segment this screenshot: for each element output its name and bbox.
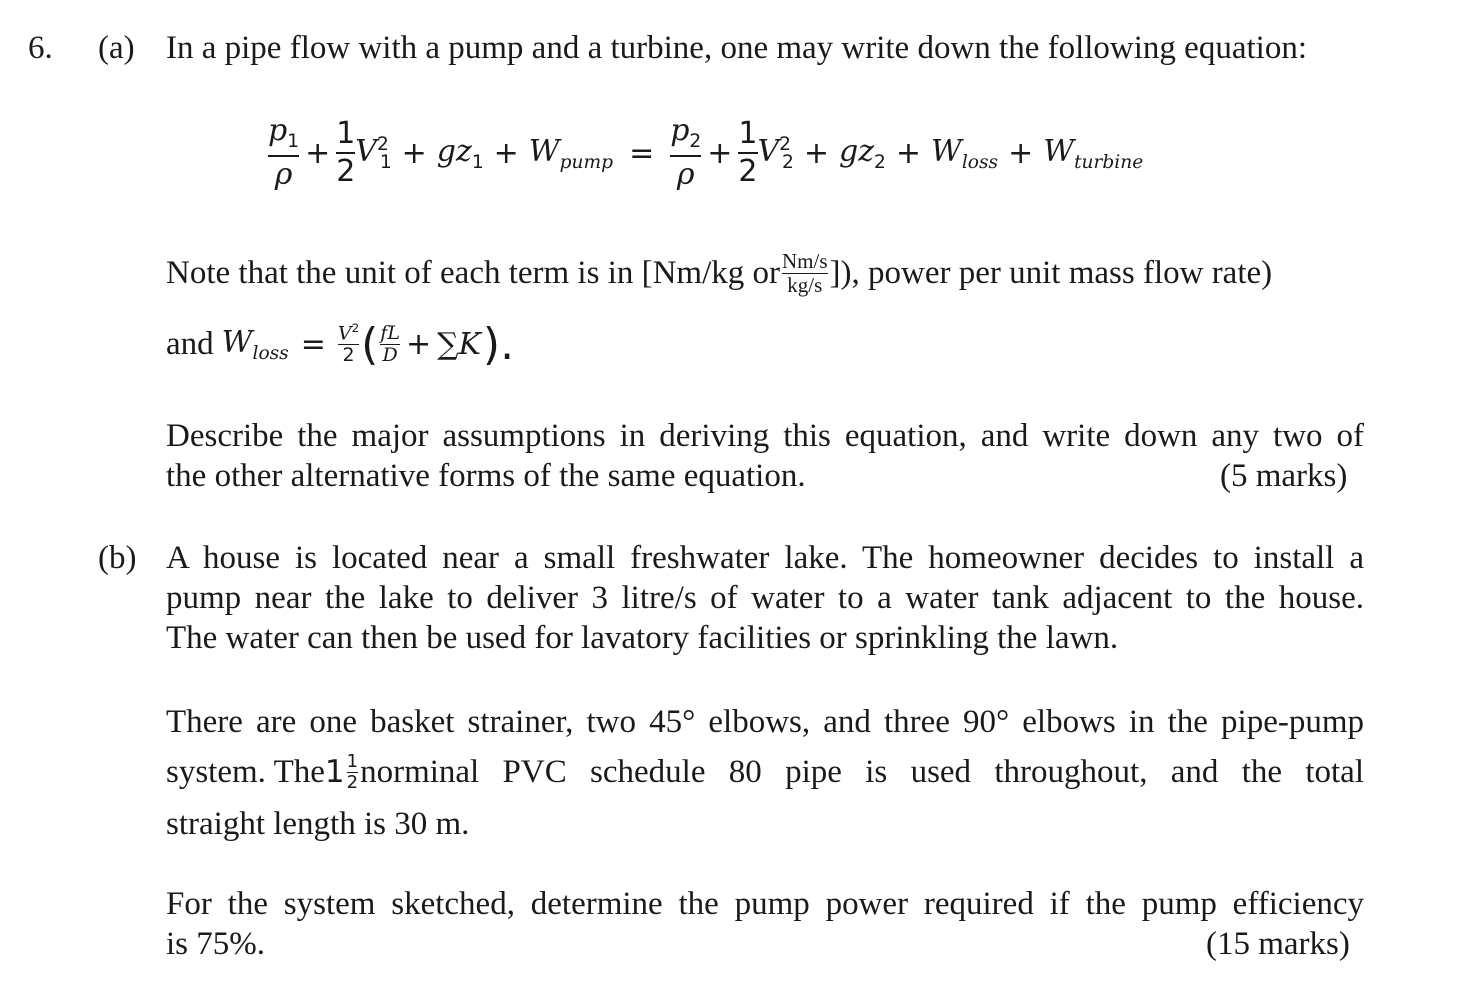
- part-b-para1-line1: A house is located near a small freshwater lake. The homeowner decides to install a: [166, 540, 1364, 576]
- energy-equation: $\frac{p_1}{\rho}$ + $\frac{1}{2}$ $V^2_1$ + $gz_1$ + $W_{pump}$ = $\frac{p_2}{\rho}$ + $\frac{1}{2}$ $V^2_2$ + $gz_2$ + $W_{loss}$ + $W_{turbine}$: [268, 113, 1144, 192]
- part-b-para1-line3: The water can then be used for lavatory facilities or sprinkling the lawn.: [166, 620, 1119, 656]
- part-b-para2-line2: system. The 1 $\frac{1}{2}$ norminal PVC schedule 80 pipe is used throughout, and the total: [166, 750, 1364, 793]
- fl-over-d: $\frac{fL}{D}$: [380, 321, 400, 366]
- v-squared-over-two: $\frac{V^2}{2}$: [337, 320, 360, 367]
- part-b-para3-line1: For the system sketched, determine the pump power required if the pump efficiency: [166, 886, 1364, 922]
- part-b-label: (b): [98, 540, 137, 576]
- part-b-para1-line2: pump near the lake to deliver 3 litre/s of water to a water tank adjacent to the house.: [166, 580, 1364, 616]
- part-a-marks: (5 marks): [1220, 458, 1348, 494]
- p1-over-rho: $\frac{p_1}{\rho}$: [268, 113, 300, 192]
- p2-over-rho: $\frac{p_2}{\rho}$: [670, 113, 702, 192]
- unit-fraction: $\frac{Nm/s}{kg/s}$: [782, 248, 828, 297]
- part-b-para2-line1: There are one basket strainer, two 45° elbows, and three 90° elbows in the pipe-pump: [166, 704, 1364, 740]
- part-a-label: (a): [98, 30, 135, 66]
- part-a-intro: In a pipe flow with a pump and a turbine, one may write down the following equation:: [166, 30, 1307, 66]
- loss-equation: and $W_{loss}$ = $\frac{V^2}{2}$ ( $\frac{fL}{D}$ + ∑K ).: [166, 318, 515, 370]
- part-a-task-line1: Describe the major assumptions in deriving this equation, and write down any two of: [166, 418, 1364, 454]
- half-fraction-1: $\frac{1}{2}$: [336, 116, 356, 189]
- part-a-task-line2: the other alternative forms of the same equation.: [166, 458, 806, 494]
- part-b-para3-line2: is 75%.: [166, 926, 265, 962]
- half-fraction-2: $\frac{1}{2}$: [738, 116, 758, 189]
- part-b-marks: (15 marks): [1206, 926, 1350, 962]
- half-fraction-pipe: $\frac{1}{2}$: [346, 750, 359, 793]
- part-b-para2-line3: straight length is 30 m.: [166, 806, 470, 842]
- question-number: 6.: [28, 30, 53, 66]
- unit-note: Note that the unit of each term is in [Nm/kg or $\frac{Nm/s}{kg/s}$ ]), power per unit mass flow rate): [166, 248, 1273, 297]
